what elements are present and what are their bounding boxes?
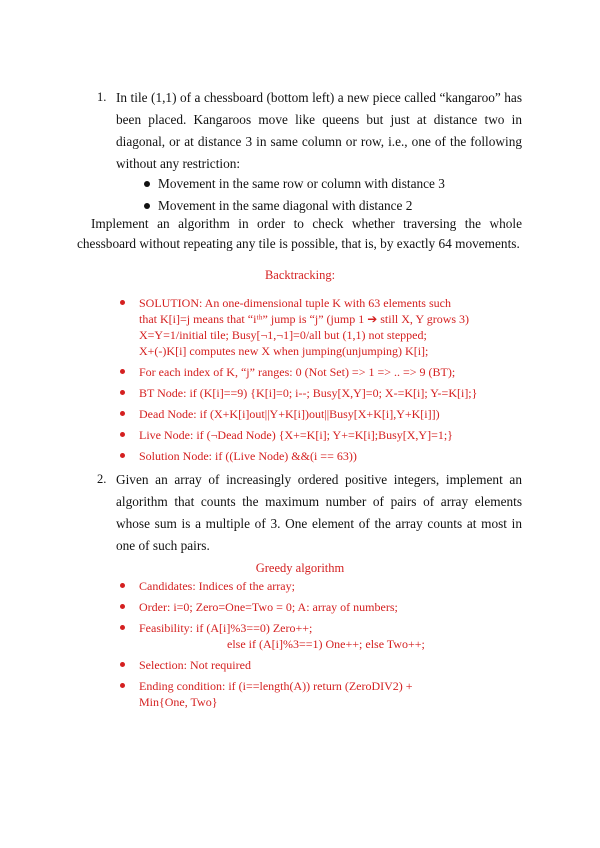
problem-1-solution-title: Backtracking:: [264, 268, 336, 282]
solution-line: X+(-)K[i] computes new X when jumping(unjumping) K[i];: [139, 344, 429, 358]
solution-line: For each index of K, “j” ranges: 0 (Not Set) => 1 => .. => 9 (BT);: [139, 365, 456, 379]
problem-1-statement: In tile (1,1) of a chessboard (bottom left) a new piece called “kangaroo” has been placed. Kangaroos move like queens but just at distance two in diagonal, or at distance 3 in same column or row, i.e., one of the following without any restriction:: [116, 90, 522, 171]
solution-line: Min{One, Two}: [139, 695, 218, 709]
solution-line: X=Y=1/initial tile; Busy[¬1,¬1]=0/all but (1,1) not stepped;: [139, 328, 427, 342]
problem-1: [97, 87, 522, 175]
problem-1-solution-list: [117, 295, 522, 469]
solution-line: that K[i]=j means that “iᵗʰ” jump is “j” (jump 1 ➔ still X, Y grows 3): [139, 312, 470, 326]
solution-line: Dead Node: if (X+K[i]out||Y+K[i])out||Busy[X+K[i],Y+K[i]]): [139, 407, 440, 421]
problem-2-solution-title: Greedy algorithm: [255, 561, 345, 575]
solution-line: else if (A[i]%3==1) One++; else Two++;: [227, 637, 425, 651]
solution-line: Ending condition: if (i==length(A)) return (ZeroDIV2) +: [139, 679, 413, 693]
solution-item: [117, 678, 522, 710]
solution-item: [117, 578, 522, 594]
solution-item: [117, 364, 522, 380]
solution-line: Solution Node: if ((Live Node) &&(i == 63)): [139, 449, 357, 463]
solution-line: Feasibility: if (A[i]%3==0) Zero++;: [139, 621, 313, 635]
problem-2: [97, 469, 522, 557]
solution-line: BT Node: if (K[i]==9) {K[i]=0; i--; Busy[X,Y]=0; X-=K[i]; Y-=K[i];}: [139, 386, 478, 400]
solution-line: Order: i=0; Zero=One=Two = 0; A: array of numbers;: [139, 600, 398, 614]
problem-1-number: 1.: [97, 90, 107, 104]
solution-line: SOLUTION: An one-dimensional tuple K with 63 elements such: [139, 296, 451, 310]
solution-item: [117, 385, 522, 401]
solution-item: [117, 406, 522, 422]
problem-2-solution-list: [117, 578, 522, 715]
solution-item: [117, 657, 522, 673]
solution-line: Live Node: if (¬Dead Node) {X+=K[i]; Y+=K[i];Busy[X,Y]=1;}: [139, 428, 453, 442]
solution-item: [117, 620, 522, 652]
movement-item: Movement in the same row or column with distance 3: [97, 173, 522, 195]
problem-2-number: 2.: [97, 472, 107, 486]
solution-item: [117, 599, 522, 615]
solution-item: [117, 427, 522, 443]
solution-item: [117, 448, 522, 464]
solution-line: Selection: Not required: [139, 658, 251, 672]
problem-1-movement-list: [97, 173, 522, 217]
solution-item: [117, 295, 522, 359]
problem-1-task: Implement an algorithm in order to check whether traversing the whole chessboard without repeating any tile is possible, that is, by exactly 64 movements.: [77, 216, 522, 251]
solution-line: Candidates: Indices of the array;: [139, 579, 295, 593]
movement-item: Movement in the same diagonal with distance 2: [97, 195, 522, 217]
problem-2-statement: Given an array of increasingly ordered positive integers, implement an algorithm that counts the maximum number of pairs of array elements whose sum is a multiple of 3. One element of the array counts at most in one of such pairs.: [116, 472, 522, 553]
